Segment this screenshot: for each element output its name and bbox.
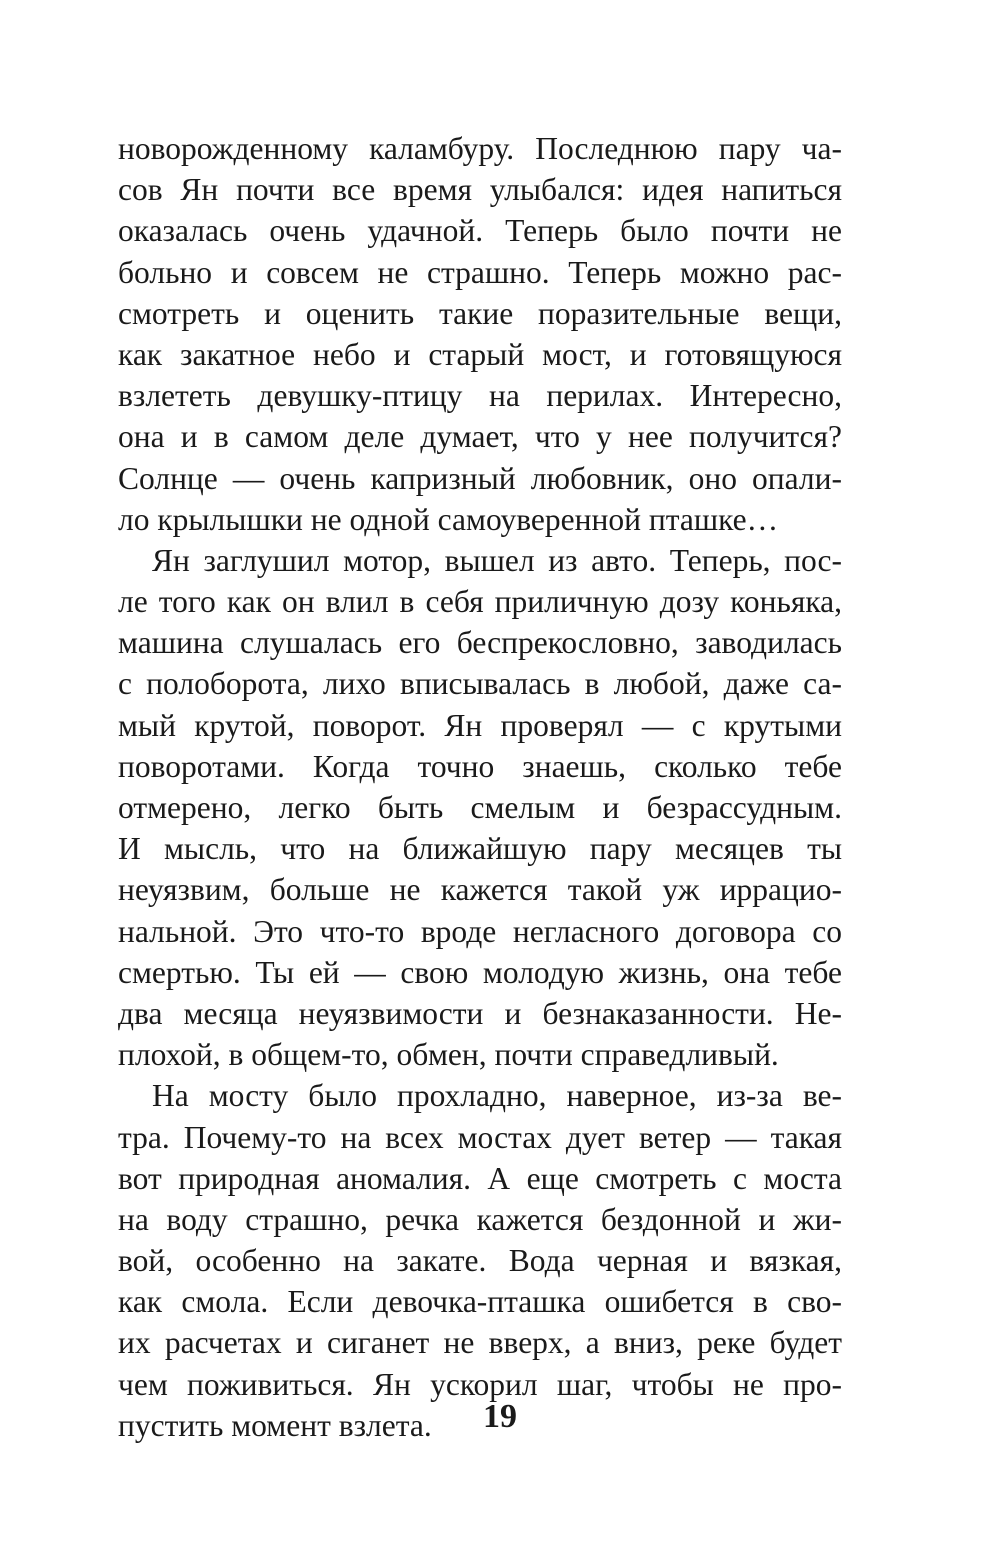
text-line: плохой, в общем-то, обмен, почти справедливый.: [118, 1037, 779, 1073]
text-line: пустить момент взлета.: [118, 1407, 432, 1443]
text-line: сов Ян почти все время улыбался: идея напиться: [118, 172, 842, 208]
page-number: 19: [483, 1398, 517, 1435]
text-line: мый крутой, поворот. Ян проверял — с крутыми: [118, 707, 842, 743]
text-line: машина слушалась его беспрекословно, заводилась: [118, 625, 842, 661]
text-line: Ян заглушил мотор, вышел из авто. Теперь, пос-: [152, 542, 842, 578]
text-line: И мысль, что на ближайшую пару месяцев ты: [118, 831, 842, 867]
text-line: смотреть и оценить такие поразительные вещи,: [118, 295, 842, 331]
text-line: она и в самом деле думает, что у нее получится?: [118, 419, 842, 455]
text-line: смертью. Ты ей — свою молодую жизнь, она тебе: [118, 954, 842, 990]
text-line: тра. Почему-то на всех мостах дует ветер — такая: [118, 1119, 842, 1155]
text-line: новорожденному каламбуру. Последнюю пару ча-: [118, 131, 842, 166]
text-line: больно и совсем не страшно. Теперь можно рас-: [118, 254, 842, 290]
text-line: как закатное небо и старый мост, и готовящуюся: [118, 336, 842, 372]
text-line: ло крылышки не одной самоуверенной пташке…: [118, 501, 779, 537]
text-line: на воду страшно, речка кажется бездонной и жи-: [118, 1201, 842, 1237]
text-line: оказалась очень удачной. Теперь было почти не: [118, 213, 842, 249]
text-line: взлететь девушку-птицу на перилах. Интересно,: [118, 378, 842, 414]
text-line: два месяца неуязвимости и безнаказанности. Не-: [118, 995, 842, 1031]
text-line: поворотами. Когда точно знаешь, сколько тебе: [118, 748, 842, 784]
text-line: неуязвим, больше не кажется такой уж иррацио-: [118, 872, 842, 908]
text-line: ле того как он влил в себя приличную дозу коньяка,: [118, 584, 842, 620]
text-line: как смола. Если девочка-пташка ошибется в сво-: [118, 1284, 842, 1320]
text-line: с полоборота, лихо вписывалась в любой, даже са-: [118, 666, 842, 702]
text-line: вот природная аномалия. А еще смотреть с моста: [118, 1160, 842, 1196]
text-line: нальной. Это что-то вроде негласного договора со: [118, 913, 842, 949]
body-text: [118, 128, 842, 1446]
text-line: На мосту было прохладно, наверное, из-за ве-: [152, 1078, 842, 1114]
text-line: вой, особенно на закате. Вода черная и вязкая,: [118, 1243, 842, 1279]
text-line: отмерено, легко быть смелым и безрассудным.: [118, 790, 842, 825]
text-line: их расчетах и сиганет не вверх, а вниз, реке будет: [118, 1325, 842, 1361]
text-line: Солнце — очень капризный любовник, оно опали-: [118, 460, 842, 496]
text-line: чем поживиться. Ян ускорил шаг, чтобы не про-: [118, 1366, 842, 1402]
